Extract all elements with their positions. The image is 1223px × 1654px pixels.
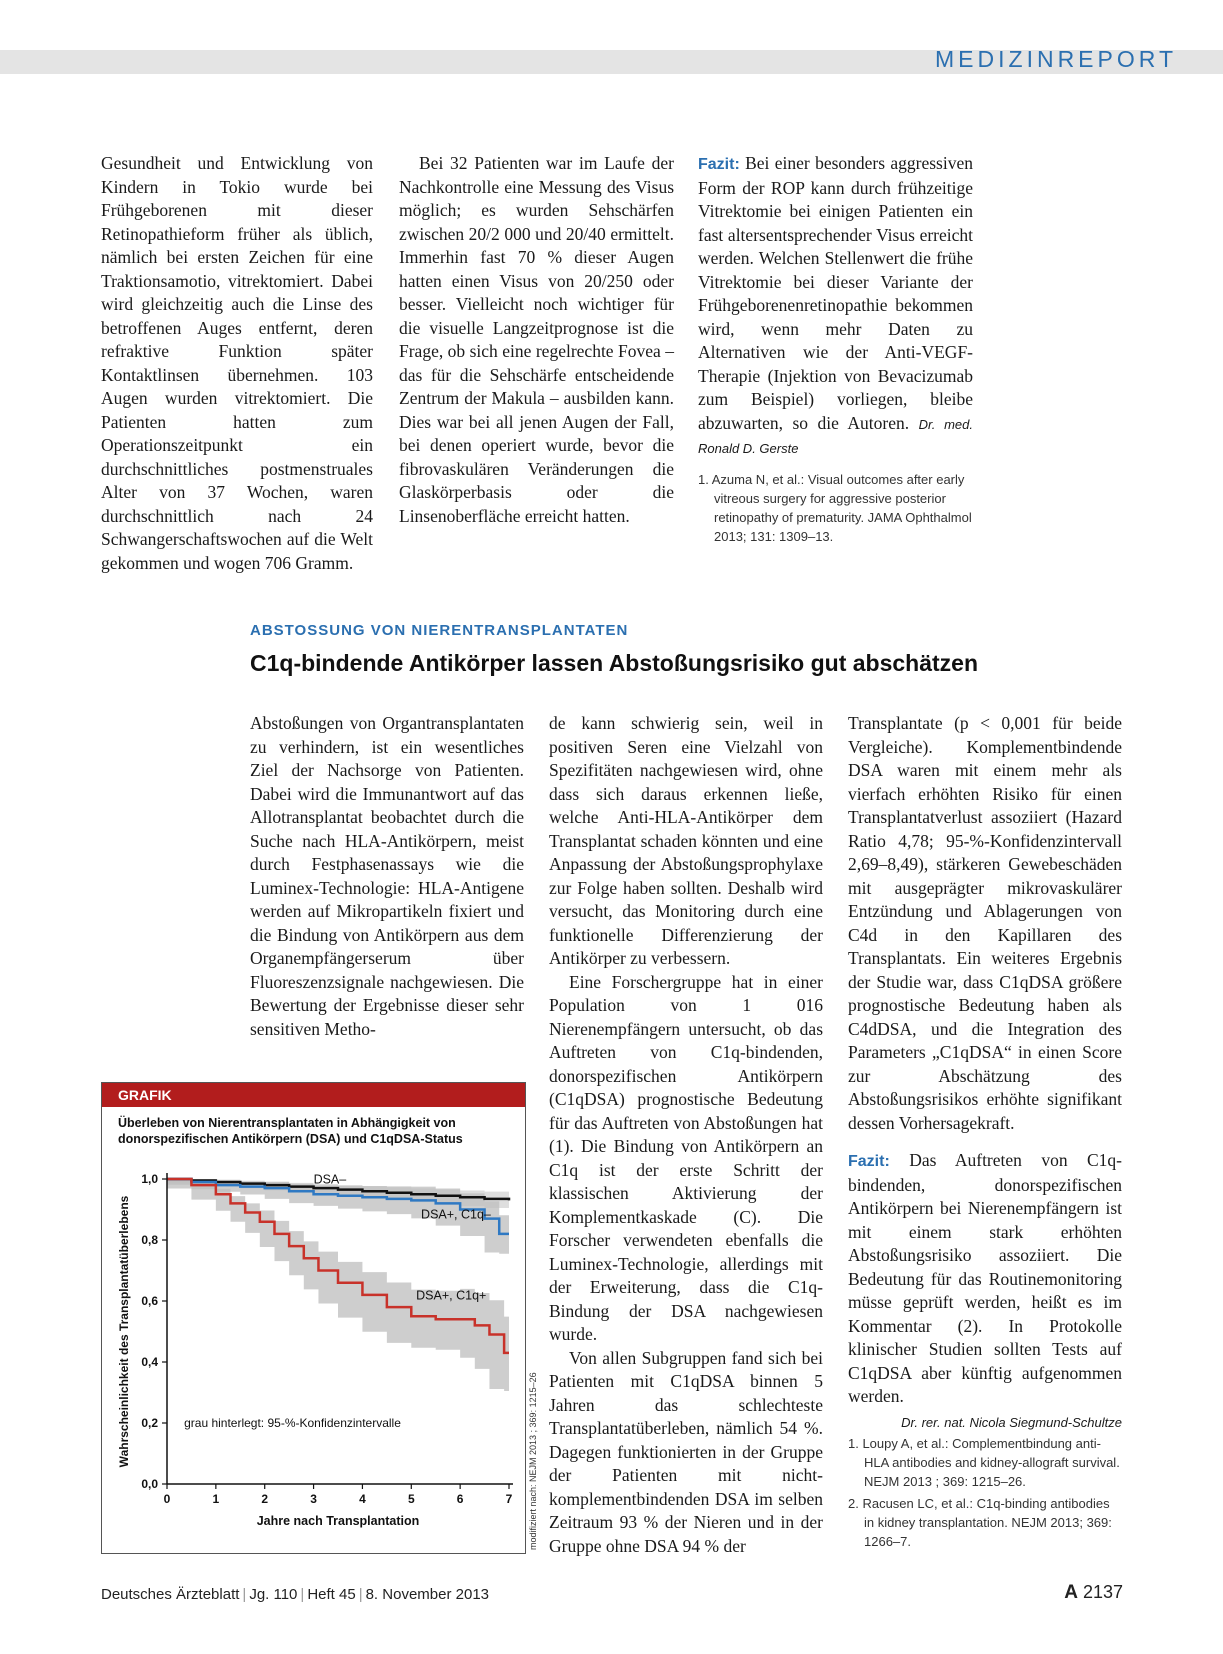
footer-issue: Heft 45: [307, 1586, 356, 1603]
article-col3-fazit-text: Das Auftreten von C1q-bindenden, donorspezifischen Antikörpern bei Nierenempfängern ist mit einem stark erhöhten Abstoßungsrisiko assoziiert. Die Bedeutung für das Routinemonitoring müsse geprüft werden, heißt es im Kommentar (2). In Protokolle klinischer Studien sollten Tests auf C1qDSA aber künftig aufgenommen werden.: [848, 1150, 1122, 1406]
footer-journal: Deutsches Ärzteblatt: [101, 1586, 240, 1603]
article-col2-paragraph-3: Von allen Subgruppen fand sich bei Patienten mit C1qDSA binnen 5 Jahren das schlechteste Transplantatüberleben, nämlich 54 %. Dagegen funktionierten in der Gruppe der Patienten mit nicht-komplementbindenden DSA im selben Zeitraum 93 % der Nieren und in der Gruppe ohne DSA 94 % der: [549, 1347, 823, 1556]
grafik-title-line-2: donorspezifischen Antikörpern (DSA) und C1qDSA-Status: [118, 1132, 463, 1146]
x-axis-label: Jahre nach Transplantation: [256, 1514, 420, 1528]
article-column-2: [549, 712, 823, 1558]
page-number-value: 2137: [1082, 1582, 1123, 1602]
x-tick-label: 1: [212, 1492, 220, 1506]
article-author: Dr. rer. nat. Nicola Siegmund-Schultze: [901, 1414, 1122, 1430]
top-article-col3-paragraph: [698, 152, 973, 461]
x-tick-label: 4: [359, 1492, 366, 1506]
grafik-label: GRAFIK: [102, 1083, 525, 1107]
page-footer: Deutsches Ärzteblatt | Jg. 110 | Heft 45 | 8. November 2013: [101, 1586, 489, 1603]
top-article-col2-text: Bei 32 Patienten war im Laufe der Nachkontrolle eine Messung des Visus möglich; es wurden Sehschärfen zwischen 20/2 000 und 20/40 ermittelt. Immerhin fast 70 % dieser Augen hatten einen Visus von 20/250 oder besser. Vielleicht noch wichtiger für die visuelle Langzeitprognose ist die Frage, ob sich eine regelrechte Fovea – das für die Sehschärfe entscheidende Zentrum der Makula – ausbilden kann. Dies war bei all jenen Augen der Fall, bei denen operiert wurde, bevor die fibrovaskulären Veränderungen die Glaskörperbasis oder die Linsenoberfläche erreicht hatten.: [399, 153, 674, 526]
y-tick-label: 0,4: [141, 1355, 158, 1369]
article-col2-paragraph-2: Eine Forschergruppe hat in einer Population von 1 016 Nierenempfängern untersucht, ob das Auftreten von C1q-bindenden, donorspezifischen Antikörpern (C1qDSA) prognostische Bedeutung für das Auftreten von Abstoßungen hat (1). Die Bindung von Antikörpern an C1q ist der erste Schritt der klassischen Aktivierung der Komplementkaskade (C). Die Forscher verwendeten ebenfalls die Luminex-Technologie, allerdings mit der Erweiterung, dass die C1q-Bindung der DSA nachgewiesen wurde.: [549, 971, 823, 1344]
top-article-author: Dr. med. Ronald D. Gerste: [698, 416, 974, 456]
x-tick-label: 5: [407, 1492, 415, 1506]
page-number: [1064, 1582, 1123, 1604]
series-label: DSA+, C1q–: [421, 1207, 491, 1222]
grafik-box: [101, 1082, 526, 1554]
x-tick-label: 0: [163, 1492, 171, 1506]
x-tick-label: 7: [505, 1492, 513, 1506]
footer-date: 8. November 2013: [365, 1586, 489, 1603]
y-tick-label: 0,2: [141, 1416, 158, 1430]
figure-credit: [528, 1372, 542, 1555]
y-axis-label: Wahrscheinlichkeit des Transplantatüberlebens: [117, 1195, 131, 1468]
reference-item: 1. Azuma N, et al.: Visual outcomes after early vitreous surgery for aggressive posterior retinopathy of prematurity. JAMA Ophthalmol 2013; 131: 1309–13.: [698, 472, 972, 544]
article-col1-text: Abstoßungen von Organtransplantaten zu verhindern, ist ein wesentliches Ziel der Nachsorge von Patienten. Dabei wird die Immunantwort auf das Allotransplantat beobachtet durch die Suche nach HLA-Antikörpern, meist durch Festphasenassays wie die Luminex-Technologie: HLA-Antigene werden auf Mikropartikeln fixiert und die Bindung von Antikörpern aus dem Organempfängerserum über Fluoreszenzsignale nachgewiesen. Die Bewertung der Ergebnisse dieser sehr sensitiven Metho-: [250, 713, 524, 1039]
article-column-3: [848, 712, 1122, 1434]
top-article-references: [698, 470, 973, 549]
y-tick-label: 1,0: [141, 1172, 158, 1186]
figure-credit-text: modifiziert nach: NEJM 2013 ; 369: 1215–26: [528, 1372, 538, 1550]
series-label: DSA–: [313, 1172, 347, 1187]
top-article-col1-text: Gesundheit und Entwicklung von Kindern in Tokio wurde bei Frühgeborenen mit dieser Retinopathieform früher als üblich, nämlich bei ersten Zeichen für eine Traktionsamotio, vitrektomiert. Dabei wird gleichzeitig auch die Linse des betroffenen Auges entfernt, deren refraktive Funktion später Kontaktlinsen übernehmen. 103 Augen wurden vitrektomiert. Die Patienten hatten zum Operationszeitpunkt ein durchschnittliches postmenstruales Alter von 37 Wochen, waren durchschnittlich nach 24 Schwangerschaftswochen auf die Welt gekommen und wogen 706 Gramm.: [101, 153, 373, 573]
grafik-title-line-1: Überleben von Nierentransplantaten in Abhängigkeit von: [118, 1116, 456, 1130]
top-article-column-1: [101, 152, 373, 575]
reference-item: 2. Racusen LC, et al.: C1q-binding antibodies in kidney transplantation. NEJM 2013; 369: 1266–7.: [848, 1496, 1112, 1549]
x-tick-label: 3: [310, 1492, 317, 1506]
x-tick-label: 2: [261, 1492, 269, 1506]
top-article-column-2: [399, 152, 674, 528]
x-tick-label: 6: [456, 1492, 464, 1506]
top-article-col3-text: Bei einer besonders aggressiven Form der ROP kann durch frühzeitige Vitrektomie bei einigen Patienten ein fast altersentsprechender Visus erreicht werden. Welchen Stellenwert die frühe Vitrektomie bei dieser Variante der Frühgeborenenretinopathie bekommen wird, wenn mehr Daten zu Alternativen wie der Anti-VEGF-Therapie (Injektion von Bevacizumab zum Beispiel) vorliegen, bleibe abzuwarten, so die Autoren.: [698, 153, 973, 433]
section-label: MEDIZINREPORT: [935, 46, 1177, 72]
article-references: [848, 1434, 1122, 1554]
article-column-1: [250, 712, 524, 1041]
footer-volume: Jg. 110: [249, 1586, 298, 1603]
page-prefix: A: [1064, 1582, 1078, 1603]
y-tick-label: 0,0: [141, 1477, 158, 1491]
y-tick-label: 0,6: [141, 1294, 158, 1308]
article-kicker: ABSTOSSUNG VON NIERENTRANSPLANTATEN: [250, 622, 629, 639]
series-label: DSA+, C1q+: [416, 1288, 487, 1303]
top-article-column-3: [698, 152, 973, 461]
article-col2-paragraph-1: de kann schwierig sein, weil in positiven Seren eine Vielzahl von Spezifitäten nachgewiesen wird, ohne dass sich daraus erkennen ließe, welche Anti-HLA-Antikörper dem Transplantat schaden könnten und eine Anpassung der Abstoßungsprophylaxe zur Folge haben sollten. Deshalb wird versucht, das Monitoring durch eine funktionelle Differenzierung der Antikörper zu verbessern.: [549, 713, 823, 968]
article-col3-paragraph-1: Transplantate (p < 0,001 für beide Vergleiche). Komplementbindende DSA waren mit einem mehr als vierfach erhöhten Risiko für einen Transplantatverlust assoziiert (Hazard Ratio 4,78; 95-%-Konfidenzintervall 2,69–8,49), stärkeren Gewebeschäden mit ausgeprägter mikrovaskulärer Entzündung und Ablagerungen von C4d in den Kapillaren des Transplantats. Ein weiteres Ergebnis der Studie war, dass C1qDSA größere prognostische Bedeutung haben als C4dDSA, und die Integration des Parameters „C1qDSA“ in einen Score zur Abschätzung des Abstoßungsrisikos erhöhte signifikant dessen Vorhersagekraft.: [848, 713, 1122, 1133]
fazit-label: Fazit:: [848, 1153, 890, 1170]
chart-annotation: grau hinterlegt: 95-%-Konfidenzintervalle: [184, 1416, 401, 1430]
article-col3-paragraph-2: [848, 1149, 1122, 1409]
reference-item: 1. Loupy A, et al.: Complementbindung anti-HLA antibodies and kidney-allograft survival. NEJM 2013 ; 369: 1215–26.: [848, 1436, 1120, 1489]
article-headline: C1q-bindende Antikörper lassen Abstoßungsrisiko gut abschätzen: [250, 650, 979, 676]
y-tick-label: 0,8: [141, 1233, 158, 1247]
survival-chart: [102, 1083, 525, 1553]
fazit-label: Fazit:: [698, 156, 740, 173]
